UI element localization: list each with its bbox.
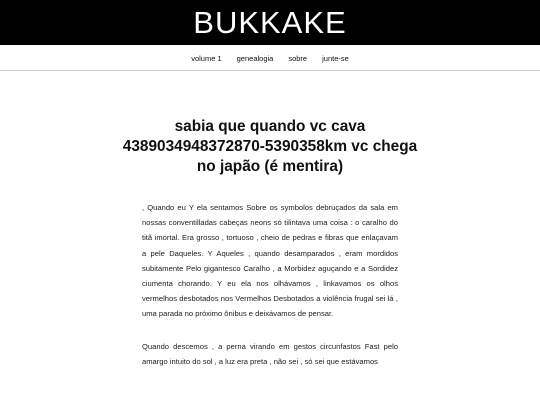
post (0, 117, 540, 369)
nav-item-junte-se[interactable]: junte-se (322, 54, 349, 63)
site-title[interactable]: BUKKAKE (193, 5, 347, 40)
main-nav (0, 47, 540, 71)
nav-item-volume-1[interactable]: volume 1 (191, 54, 222, 63)
nav-item-sobre[interactable]: sobre (288, 54, 308, 63)
nav-item-genealogia[interactable]: genealogia (236, 54, 274, 63)
site-header (0, 0, 540, 45)
post-title: sabia que quando vc cava 4389034948372870-5390358km vc chega no japão (é mentira) (122, 118, 418, 175)
post-paragraph: Quando descemos , a perna virando em gestos circunfastos Fast pelo amargo intuito do sol , a luz era preta , não sei , só sei que estávamos (142, 341, 398, 366)
post-body (142, 200, 398, 369)
post-paragraph: , Quando eu Y ela sentamos Sobre os symbolos debruçados da sala em nossas conventilladas cabeças neons só tilintava uma coisa : o caralho do titã imortal. Era grosso , tortuoso , cheio de pedras e fibras que enlaçavam a pele Daqueles. Y Aqueles , quando desamparados , eram mordidos subitamente Pelo gigantesco Caralho , a Morbidez aguçando e a Sordidez ciumenta chorando. Y eu ela nos olhávamos , linkavamos os olhos vermelhos desbotados nos Vermelhos Desbotados a violência frugal sei lá , uma parada no próximo ônibus e deixávamos de pensar. (142, 203, 398, 319)
